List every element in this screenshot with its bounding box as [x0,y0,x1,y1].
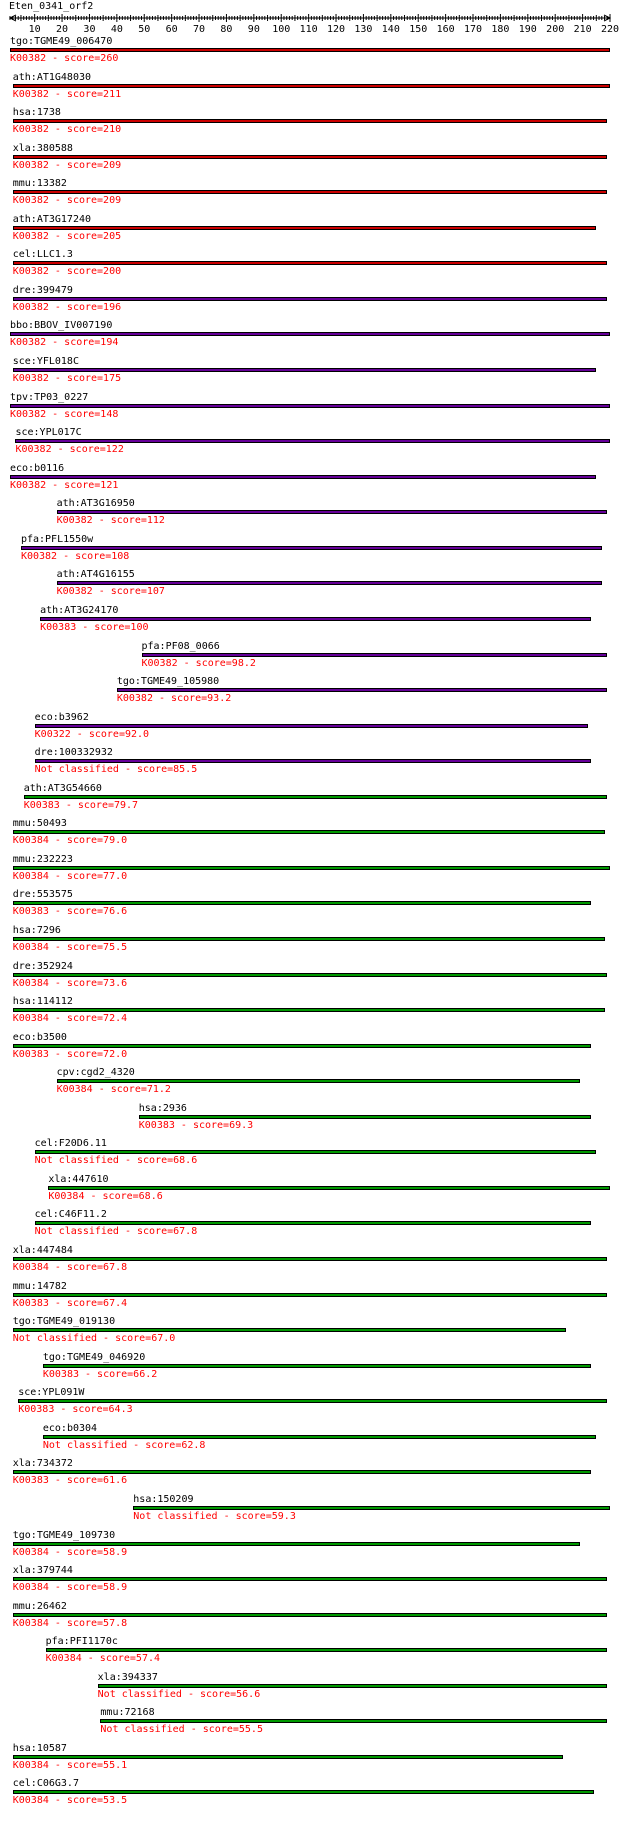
hit-alignment-bar[interactable] [35,724,588,728]
hit-ko-score[interactable]: K00382 - score=196 [12,301,122,313]
hit-ko-score[interactable]: K00383 - score=66.2 [42,1368,158,1380]
hit-name-link[interactable]: eco:b0304 [42,1422,98,1434]
hit-alignment-bar[interactable] [13,297,608,301]
hit-name-link[interactable]: tgo:TGME49_105980 [116,676,220,688]
ruler-tick-label: 200 [546,24,565,35]
hit-alignment-bar[interactable] [48,1186,610,1190]
hit-ko-score[interactable]: K00383 - score=100 [40,621,149,633]
hit-ko-score[interactable]: K00384 - score=71.2 [56,1084,171,1096]
hit-alignment-bar[interactable] [13,1577,608,1581]
hit-name-link[interactable]: hsa:7296 [12,925,61,936]
hit-name-link[interactable]: mmu:26462 [12,1600,67,1612]
hit-name-link[interactable]: ath:AT3G16950 [56,498,135,510]
hit-name-link[interactable]: sce:YPL091W [18,1387,85,1399]
hit-alignment-bar[interactable] [18,1399,607,1403]
ruler-tick-label: 50 [138,24,151,35]
hit-alignment-bar[interactable] [13,1008,605,1012]
ruler-tick-label: 170 [463,24,483,35]
hit-alignment-bar[interactable] [15,439,610,443]
hit-ko-score[interactable]: K00384 - score=75.5 [12,942,128,953]
hit-name-link[interactable]: tgo:TGME49_046920 [42,1351,146,1363]
hit-alignment-bar[interactable] [13,261,608,265]
hit-name-link[interactable]: hsa:10587 [12,1742,67,1754]
ruler-tick-label: 140 [381,24,400,35]
hit-ko-score[interactable]: Not classified - score=56.6 [97,1688,261,1700]
ruler-tick-label: 130 [354,24,373,35]
hit-alignment-bar[interactable] [13,155,608,159]
hit-name-link[interactable]: eco:b3962 [34,711,89,723]
hit-alignment-bar[interactable] [13,1542,580,1546]
hit-name-link[interactable]: tgo:TGME49_109730 [12,1529,116,1541]
hit-alignment-bar[interactable] [24,795,608,799]
hit-ko-score[interactable]: Not classified - score=67.0 [12,1333,176,1345]
hit-name-link[interactable]: tgo:TGME49_019130 [12,1316,116,1328]
hit-alignment-bar[interactable] [57,581,602,585]
hit-name-link[interactable]: cpv:cgd2_4320 [56,1067,135,1079]
hit-ko-score[interactable]: K00322 - score=92.0 [34,728,150,740]
hit-name-link[interactable]: pfa:PFL1550w [20,533,94,545]
hit-ko-score[interactable]: K00384 - score=58.9 [12,1582,128,1594]
hit-name-link[interactable]: xla:734372 [12,1458,73,1470]
hit-alignment-bar[interactable] [13,830,605,834]
ruler-tick-label: 90 [247,24,260,35]
hit-ko-score[interactable]: K00383 - score=67.4 [12,1297,128,1309]
hit-ko-score[interactable]: K00383 - score=76.6 [12,906,128,918]
hit-name-link[interactable]: mmu:14782 [12,1280,67,1292]
hit-ko-score[interactable]: K00382 - score=194 [10,337,119,349]
hit-alignment-bar[interactable] [13,973,608,977]
hit-ko-score[interactable]: Not classified - score=68.6 [34,1155,198,1167]
hit-name-link[interactable]: xla:380588 [12,142,73,154]
query-title: Eten_0341_orf2 [9,1,94,12]
hit-name-link[interactable]: eco:b0116 [10,462,65,474]
hit-ko-score[interactable]: K00384 - score=72.4 [12,1013,128,1025]
ruler-tick-label: 30 [83,24,96,35]
hit-name-link[interactable]: mmu:232223 [12,853,73,865]
hit-ko-score[interactable]: K00383 - score=72.0 [12,1048,128,1060]
hit-ko-score[interactable]: Not classified - score=59.3 [133,1510,296,1522]
hit-alignment-bar[interactable] [13,1470,591,1474]
hit-name-link[interactable]: dre:100332932 [34,747,113,759]
hit-ko-score[interactable]: Not classified - score=85.5 [34,764,198,776]
ruler-tick-label: 110 [299,24,318,35]
hit-alignment-bar[interactable] [21,546,602,550]
hit-ko-score[interactable]: K00382 - score=205 [12,230,122,242]
hit-ko-score[interactable]: K00382 - score=148 [10,408,119,420]
hit-alignment-bar[interactable] [10,475,596,479]
hit-name-link[interactable]: hsa:150209 [133,1493,194,1505]
hit-alignment-bar[interactable] [13,226,597,230]
hit-alignment-bar[interactable] [13,937,605,941]
hit-ko-score[interactable]: K00384 - score=55.1 [12,1759,128,1771]
hit-name-link[interactable]: ath:AT3G54660 [23,782,102,794]
hit-ko-score[interactable]: Not classified - score=67.8 [34,1226,198,1238]
hit-alignment-bar[interactable] [10,48,610,52]
ruler-tick-label: 180 [491,24,510,35]
hit-alignment-bar[interactable] [13,190,608,194]
hit-alignment-bar[interactable] [13,1755,564,1759]
hit-name-link[interactable]: xla:394337 [97,1671,158,1683]
hit-name-link[interactable]: bbo:BBOV_IV007190 [10,320,113,332]
hit-alignment-bar[interactable] [13,1613,608,1617]
hit-ko-score[interactable]: K00383 - score=79.7 [23,799,139,811]
hit-name-link[interactable]: xla:379744 [12,1565,73,1577]
hit-alignment-bar[interactable] [13,119,608,123]
hit-name-link[interactable]: dre:352924 [12,960,73,972]
hit-ko-score[interactable]: K00384 - score=57.8 [12,1617,128,1629]
hit-ko-score[interactable]: K00382 - score=211 [12,88,122,100]
ruler-tick-label: 120 [326,24,346,35]
hit-ko-score[interactable]: K00384 - score=77.0 [12,870,128,882]
hit-alignment-bar[interactable] [57,510,608,514]
hit-ko-score[interactable]: K00382 - score=108 [20,550,130,562]
ruler-tick-label: 220 [600,24,620,35]
hit-ko-score[interactable]: K00383 - score=64.3 [18,1404,133,1416]
hit-ko-score[interactable]: K00382 - score=121 [10,479,119,491]
hit-alignment-bar[interactable] [13,1790,594,1794]
hit-ko-score[interactable]: K00382 - score=200 [12,266,122,278]
hit-name-link[interactable]: xla:447484 [12,1245,73,1257]
hit-ko-score[interactable]: K00384 - score=67.8 [12,1262,128,1274]
ruler-tick-label: 20 [56,24,69,35]
hit-ko-score[interactable]: Not classified - score=55.5 [100,1724,263,1736]
hit-alignment-bar[interactable] [98,1684,608,1688]
hit-ko-score[interactable]: K00382 - score=260 [10,53,119,64]
hit-ko-score[interactable]: K00382 - score=209 [12,195,122,207]
hit-name-link[interactable]: cel:C06G3.7 [12,1778,79,1790]
hit-alignment-bar[interactable] [10,404,610,408]
hit-ko-score[interactable]: K00382 - score=112 [56,515,165,527]
hit-ko-score[interactable]: K00382 - score=93.2 [116,693,232,705]
hit-alignment-bar[interactable] [10,332,610,336]
hit-alignment-bar[interactable] [13,84,610,88]
hit-alignment-bar[interactable] [35,1221,591,1225]
hit-alignment-bar[interactable] [43,1435,596,1439]
hit-alignment-bar[interactable] [40,617,591,621]
hit-alignment-bar[interactable] [133,1506,610,1510]
hit-ko-score[interactable]: K00383 - score=69.3 [138,1119,254,1131]
hit-alignment-bar[interactable] [35,1150,597,1154]
ruler-tick-label: 60 [165,24,178,35]
hit-name-link[interactable]: ath:AT3G17240 [12,213,92,225]
hit-ko-score[interactable]: K00383 - score=61.6 [12,1475,128,1487]
hit-alignment-bar[interactable] [46,1648,608,1652]
hit-ko-score[interactable]: K00384 - score=73.6 [12,977,128,989]
hit-name-link[interactable]: xla:447610 [48,1173,109,1185]
hit-ko-score[interactable]: K00382 - score=209 [12,159,122,171]
hit-alignment-bar[interactable] [13,901,591,905]
ruler-tick-label: 150 [409,24,428,35]
hit-name-link[interactable]: cel:LLC1.3 [12,249,73,261]
hit-ko-score[interactable]: K00382 - score=122 [15,444,124,456]
hit-ko-score[interactable]: K00384 - score=58.9 [12,1546,128,1558]
hit-alignment-bar[interactable] [13,1293,608,1297]
hit-name-link[interactable]: eco:b3500 [12,1031,67,1043]
hit-ko-score[interactable]: K00382 - score=98.2 [141,657,256,669]
hit-ko-score[interactable]: K00382 - score=175 [12,373,122,385]
ruler-tick-label: 190 [518,24,537,35]
hit-name-link[interactable]: dre:553575 [12,889,73,901]
hit-name-link[interactable]: sce:YFL018C [12,356,79,368]
hit-ko-score[interactable]: Not classified - score=62.8 [42,1439,206,1451]
hit-alignment-bar[interactable] [43,1364,591,1368]
hit-ko-score[interactable]: K00384 - score=79.0 [12,835,128,847]
hit-ko-score[interactable]: K00384 - score=68.6 [48,1190,163,1202]
hit-name-link[interactable]: tpv:TP03_0227 [10,391,89,403]
hit-name-link[interactable]: hsa:2936 [138,1102,187,1114]
hit-name-link[interactable]: hsa:114112 [12,996,73,1008]
hit-alignment-bar[interactable] [13,368,597,372]
ruler-tick-label: 70 [193,24,206,35]
hit-name-link[interactable]: ath:AT4G16155 [56,569,135,581]
hit-name-link[interactable]: dre:399479 [12,284,73,296]
ruler-tick-label: 40 [110,24,123,35]
position-ruler [0,0,620,36]
hit-name-link[interactable]: ath:AT3G24170 [40,604,119,616]
ruler-tick-label: 10 [28,24,41,35]
ruler-tick-label: 100 [272,24,291,35]
ruler-tick-label: 210 [573,24,592,35]
hit-name-link[interactable]: mmu:13382 [12,178,67,190]
hit-name-link[interactable]: mmu:72168 [100,1707,155,1719]
hit-name-link[interactable]: sce:YPL017C [15,427,82,439]
hit-alignment-bar[interactable] [13,1044,591,1048]
hit-alignment-bar[interactable] [57,1079,580,1083]
hit-alignment-bar[interactable] [142,653,608,657]
hit-alignment-bar[interactable] [35,759,591,763]
hit-name-link[interactable]: cel:C46F11.2 [34,1209,107,1221]
hit-name-link[interactable]: mmu:50493 [12,818,67,830]
ruler-tick-label: 160 [436,24,455,35]
hit-alignment-bar[interactable] [13,1328,566,1332]
hit-ko-score[interactable]: K00384 - score=57.4 [45,1653,160,1665]
hit-alignment-bar[interactable] [139,1115,591,1119]
hit-alignment-bar[interactable] [100,1719,607,1723]
hit-alignment-bar[interactable] [13,1257,608,1261]
hit-alignment-bar[interactable] [117,688,607,692]
hit-name-link[interactable]: hsa:1738 [12,107,61,119]
hit-name-link[interactable]: ath:AT1G48030 [12,71,92,83]
hit-name-link[interactable]: pfa:PF08_0066 [141,640,220,652]
hit-alignment-bar[interactable] [13,866,610,870]
ruler-tick-label: 80 [220,24,233,35]
hit-name-link[interactable]: tgo:TGME49_006470 [10,36,113,47]
hit-ko-score[interactable]: K00384 - score=53.5 [12,1795,128,1807]
hit-name-link[interactable]: cel:F20D6.11 [34,1138,107,1150]
hit-ko-score[interactable]: K00382 - score=107 [56,586,165,598]
hit-name-link[interactable]: pfa:PFI1170c [45,1636,118,1648]
hit-ko-score[interactable]: K00382 - score=210 [12,124,122,136]
